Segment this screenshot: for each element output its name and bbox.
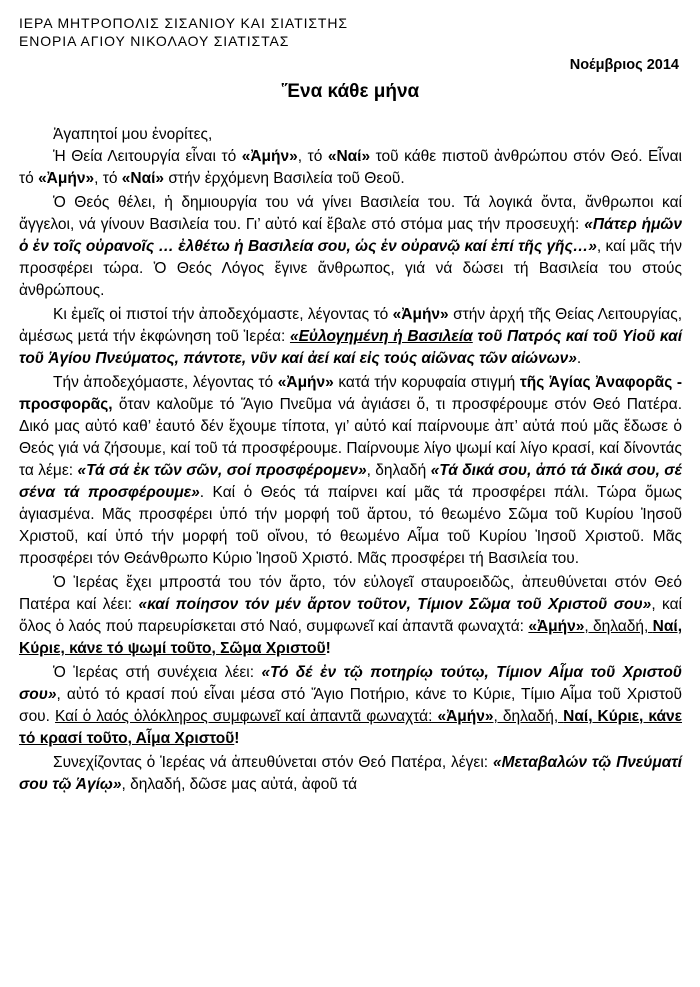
text-run: «Ἀμήν» [437, 708, 494, 725]
text-run: , αὐτό τό κρασί πού εἶναι μέσα στό Ἅγιο Ποτήριο, κάνε το Κύριε, Τίμιο Αἷμα τοῦ Χριστοῦ σου. [19, 686, 682, 725]
text-run: , δηλαδή, [493, 708, 564, 725]
text-run: «Ναί» [121, 170, 165, 187]
text-run: , δηλαδή, δῶσε μας αὐτά, ἀφοῦ τά [121, 776, 358, 793]
text-run: Ὁ Ἱερέας ἔχει μπροστά του τόν ἄρτο, τόν εὐλογεῖ σταυροειδῶς, ἀπευθύνεται στόν Θεό Πατέρα καί λέει: [19, 574, 682, 613]
text-run: «Τά δικά σου, ἀπό τά δικά σου, σέ σένα τά προσφέρουμε» [19, 462, 682, 501]
text-run: , δηλαδή [366, 462, 431, 479]
text-run: ! [234, 730, 240, 747]
text-run: , καί μᾶς τήν προσφέρει τώρα. Ὁ Θεός Λόγος ἔγινε ἄνθρωπος, γιά νά δώσει τή Βασιλεία του στούς ἀνθρώπους. [19, 238, 683, 299]
text-run: τοῦ Πατρός καί τοῦ Υἱοῦ καί τοῦ Ἁγίου Πνεύματος, πάντοτε, νῦν καί ἀεί καί εἰς τούς αἰῶνας τῶν αἰώνων» [19, 328, 682, 367]
text-run: Ὁ Ἱερέας στή συνέχεια λέει: [53, 664, 262, 681]
text-run: , τό [297, 148, 328, 165]
text-run: Ναί, Κύριε, κάνε τό κρασί τοῦτο, Αἷμα Χριστοῦ [19, 708, 682, 747]
text-run: «Ἀμήν» [528, 618, 585, 635]
text-run: Ὁ Θεός θέλει, ἡ δημιουργία του νά γίνει Βασιλεία του. Τά λογικά ὄντα, ἄνθρωποι καί ἄγγελοι, νά γίνουν Βασιλεία του. Γι’ αὐτό καί ἔβαλε στό στόμα μας τήν προσευχή: [19, 194, 682, 233]
document-title: Ἕνα κάθε μήνα [281, 81, 420, 102]
paragraph [19, 662, 682, 750]
text-run: . Καί ὁ Θεός τά παίρνει καί μᾶς τά προσφέρει πάλι. Τώρα ὅμως ἁγιασμένα. Μᾶς προσφέρει ὑπό τήν μορφή τοῦ ἄρτου, τό θεωμένο Σῶμα τοῦ Κυρίου Ἰησοῦ Χριστοῦ, καί ὑπό τήν μορφή τοῦ οἴνου, τό θεωμένο Αἷμα τοῦ Κυρίου Ἰησοῦ Χριστοῦ. Μᾶς προσφέρει τόν Θεάνθρωπο Κύριο Ἰησοῦ Χριστό. Μᾶς προσφέρει τή Βασιλεία του. [19, 484, 682, 567]
date: Νοέμβριος 2014 [569, 57, 679, 73]
paragraph [19, 304, 682, 370]
text-run: «Πάτερ ἡμῶν ὁ ἐν τοῖς οὐρανοῖς … ἐλθέτω ἡ Βασιλεία σου, ὡς ἐν οὐρανῷ καί ἐπί τῆς γῆς…» [19, 216, 682, 255]
text-run: , τό [94, 170, 122, 187]
text-run: , δηλαδή, [584, 618, 653, 635]
paragraph [19, 146, 682, 190]
text-run: «Μεταβαλών τῷ Πνεύματί σου τῷ Ἁγίῳ» [19, 754, 682, 793]
text-run: κατά τήν κορυφαία στιγμή [333, 374, 520, 391]
body-text [19, 146, 682, 796]
text-run: «Ναί» [327, 148, 371, 165]
paragraph [19, 572, 682, 660]
paragraph [19, 192, 682, 302]
text-run: ! [325, 640, 331, 657]
text-run: τοῦ κάθε πιστοῦ ἀνθρώπου στόν Θεό. Εἶναι τό [19, 148, 682, 187]
text-run: «Ἀμήν» [38, 170, 95, 187]
text-run: Ἡ Θεία Λειτουργία εἶναι τό [53, 148, 242, 165]
greeting: Ἀγαπητοί μου ἐνορίτες, [53, 126, 213, 143]
header-parish: ΕΝΟΡΙΑ ΑΓΙΟΥ ΝΙΚΟΛΑΟΥ ΣΙΑΤΙΣΤΑΣ [19, 33, 290, 49]
text-run: , καί ὅλος ὁ λαός πού παρευρίσκεται στό Ναό, συμφωνεῖ καί ἀπαντᾶ φωναχτά: [19, 596, 682, 635]
text-run: τῆς Ἁγίας Ἀναφορᾶς - προσφορᾶς, [19, 374, 683, 413]
text-run: Ναί, Κύριε, κάνε τό ψωμί τοῦτο, Σῶμα Χριστοῦ [19, 618, 683, 657]
text-run: ὅταν καλοῦμε τό Ἅγιο Πνεῦμα νά ἁγιάσει ὅ, τι προσφέρουμε στόν Θεό Πατέρα. Δικό μας αὐτό καθ’ ἑαυτό δέν ἔχουμε τίποτα, γι’ αὐτό καί παίρνουμε ἀπ’ αὐτά πού μᾶς ἔδωσε ὁ Θεός γιά νά ζήσουμε, καί τοῦ τά προσφέρουμε. Παίρνουμε λίγο ψωμί καί λίγο κρασί, καί δίνοντάς τα λέμε: [19, 396, 682, 479]
text-run: . [576, 350, 582, 367]
text-run: στήν ἐρχόμενη Βασιλεία τοῦ Θεοῦ. [164, 170, 405, 187]
text-run: Συνεχίζοντας ὁ Ἱερέας νά ἀπευθύνεται στόν Θεό Πατέρα, λέγει: [53, 754, 493, 771]
text-run: «καί ποίησον τόν μέν ἄρτον τοῦτον, Τίμιον Σῶμα τοῦ Χριστοῦ σου» [138, 596, 652, 613]
text-run: Καί ὁ λαός ὁλόκληρος συμφωνεῖ καί ἀπαντᾶ φωναχτά: [55, 708, 438, 725]
text-run: «Τό δέ ἐν τῷ ποτηρίῳ τούτῳ, Τίμιον Αἷμα τοῦ Χριστοῦ σου» [19, 664, 682, 703]
text-run: στήν ἀρχή τῆς Θείας Λειτουργίας, ἀμέσως μετά τήν ἐκφώνηση τοῦ Ἱερέα: [19, 306, 683, 345]
header-metropolis: ΙΕΡΑ ΜΗΤΡΟΠΟΛΙΣ ΣΙΣΑΝΙΟΥ ΚΑΙ ΣΙΑΤΙΣΤΗΣ [19, 15, 348, 31]
text-run: «Τά σά ἐκ τῶν σῶν, σοί προσφέρομεν» [77, 462, 367, 479]
text-run: «Εὐλογημένη ἡ Βασιλεία [289, 328, 473, 345]
paragraph [19, 372, 682, 570]
text-run: «Ἀμήν» [392, 306, 449, 323]
text-run: Κι ἐμεῖς οἱ πιστοί τήν ἀποδεχόμαστε, λέγοντας τό [53, 306, 393, 323]
text-run: «Ἀμήν» [277, 374, 334, 391]
paragraph [19, 752, 682, 796]
text-run: Τήν ἀποδεχόμαστε, λέγοντας τό [53, 374, 278, 391]
text-run: «Ἀμήν» [241, 148, 298, 165]
